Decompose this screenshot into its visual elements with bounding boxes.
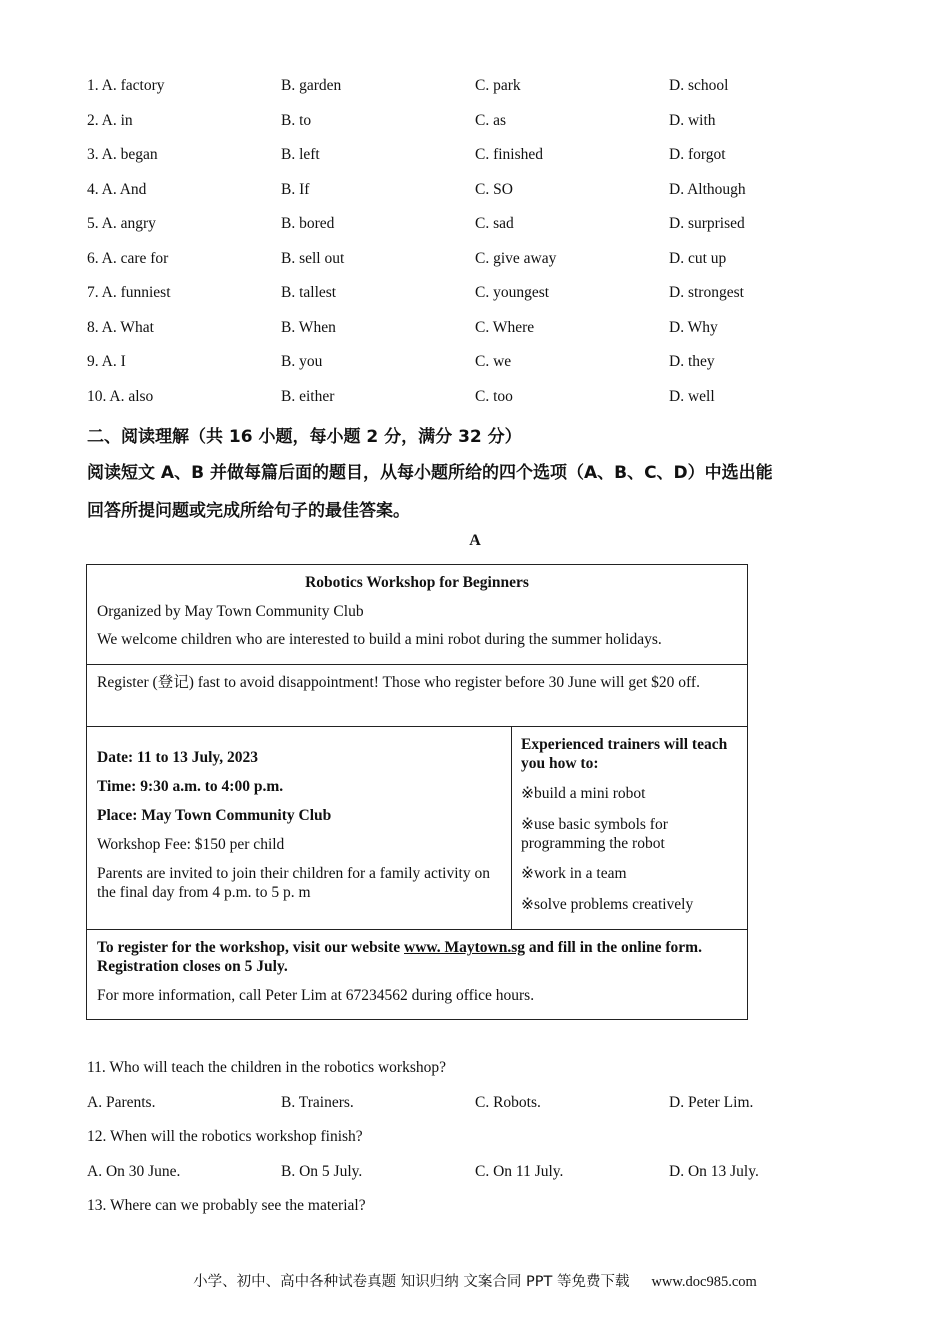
option-b: B. Trainers. xyxy=(281,1094,354,1111)
page-footer xyxy=(0,1270,950,1291)
passage-label: A xyxy=(469,532,481,549)
option-d: D. school xyxy=(669,77,729,94)
trainer-item: ※build a mini robot xyxy=(521,785,646,802)
option-b: B. garden xyxy=(281,77,342,94)
notice-header-box xyxy=(86,564,748,665)
option-c: C. give away xyxy=(475,250,557,267)
option-b: B. either xyxy=(281,388,335,405)
option-c: C. as xyxy=(475,112,506,129)
notice-register-box xyxy=(86,664,748,727)
option-c: C. On 11 July. xyxy=(475,1163,564,1180)
option-d: D. cut up xyxy=(669,250,727,267)
option-a: 3. A. began xyxy=(87,146,158,163)
trainer-item: ※solve problems creatively xyxy=(521,896,694,913)
registration-suffix: and fill in the online form. Registration closes on 5 July. xyxy=(97,939,702,975)
option-c: C. we xyxy=(475,353,512,370)
option-c: C. finished xyxy=(475,146,544,163)
option-a: 5. A. angry xyxy=(87,215,156,232)
option-b: B. On 5 July. xyxy=(281,1163,363,1180)
option-c: C. SO xyxy=(475,181,513,198)
choice-row-4 xyxy=(87,181,867,203)
option-c: C. youngest xyxy=(475,284,550,301)
option-d: D. well xyxy=(669,388,715,405)
option-b: B. to xyxy=(281,112,312,129)
question-12: 12. When will the robotics workshop finish? xyxy=(87,1128,363,1145)
notice-date: Date: 11 to 13 July, 2023 xyxy=(97,749,259,766)
option-d: D. surprised xyxy=(669,215,745,232)
registration-info xyxy=(97,938,737,976)
option-a: 10. A. also xyxy=(87,388,154,405)
notice-organizer: Organized by May Town Community Club xyxy=(97,603,364,620)
option-c: C. park xyxy=(475,77,521,94)
option-a: A. Parents. xyxy=(87,1094,156,1111)
option-c: C. too xyxy=(475,388,513,405)
option-b: B. bored xyxy=(281,215,335,232)
option-a: 6. A. care for xyxy=(87,250,169,267)
choice-row-8 xyxy=(87,319,867,341)
option-d: D. they xyxy=(669,353,715,370)
trainer-item: ※use basic symbols for programming the robot xyxy=(521,816,668,852)
notice-fee: Workshop Fee: $150 per child xyxy=(97,836,285,853)
notice-welcome: We welcome children who are interested to build a mini robot during the summer holidays. xyxy=(97,631,662,648)
registration-prefix: To register for the workshop, visit our website xyxy=(97,939,404,956)
notice-title: Robotics Workshop for Beginners xyxy=(305,574,529,591)
option-b: B. When xyxy=(281,319,336,336)
answer-row-12 xyxy=(87,1163,867,1185)
option-c: C. Robots. xyxy=(475,1094,541,1111)
option-b: B. left xyxy=(281,146,320,163)
trainer-item: ※work in a team xyxy=(521,865,627,882)
option-a: 8. A. What xyxy=(87,319,154,336)
option-d: D. with xyxy=(669,112,716,129)
trainers-heading: Experienced trainers will teach you how to: xyxy=(521,736,728,772)
option-c: C. Where xyxy=(475,319,535,336)
option-b: B. tallest xyxy=(281,284,337,301)
question-13: 13. Where can we probably see the material? xyxy=(87,1197,366,1214)
option-a: 4. A. And xyxy=(87,181,147,198)
notice-details-box xyxy=(86,726,748,930)
section-title: 二、阅读理解（共 16 小题，每小题 2 分，满分 32 分） xyxy=(87,427,522,447)
section-instruction: 阅读短文 A、B 并做每篇后面的题目，从每小题所给的四个选项（A、B、C、D）中选出能 xyxy=(87,463,773,483)
choice-row-5 xyxy=(87,215,867,237)
option-a: 7. A. funniest xyxy=(87,284,171,301)
notice-register: Register (登记) fast to avoid disappointment! Those who register before 30 June will get $20 off. xyxy=(97,674,700,691)
option-d: D. Why xyxy=(669,319,718,336)
option-b: B. If xyxy=(281,181,310,198)
option-d: D. strongest xyxy=(669,284,744,301)
option-b: B. you xyxy=(281,353,323,370)
notice-place: Place: May Town Community Club xyxy=(97,807,332,824)
website-link[interactable]: www. Maytown.sg xyxy=(404,939,525,956)
option-d: D. On 13 July. xyxy=(669,1163,759,1180)
option-a: A. On 30 June. xyxy=(87,1163,181,1180)
choice-row-10 xyxy=(87,388,867,410)
option-d: D. Peter Lim. xyxy=(669,1094,754,1111)
section-instruction-cont: 回答所提问题或完成所给句子的最佳答案。 xyxy=(87,501,410,521)
footer-text: 小学、初中、高中各种试卷真题 知识归纳 文案合同 PPT 等免费下载 xyxy=(193,1274,630,1290)
contact-info: For more information, call Peter Lim at 67234562 during office hours. xyxy=(97,987,535,1004)
notice-parents: Parents are invited to join their children for a family activity on the final day from 4 p.m. to 5 p. m xyxy=(97,865,490,901)
choice-row-1 xyxy=(87,77,867,99)
answer-row-11 xyxy=(87,1094,867,1116)
choice-row-6 xyxy=(87,250,867,272)
notice-time: Time: 9:30 a.m. to 4:00 p.m. xyxy=(97,778,284,795)
choice-row-7 xyxy=(87,284,867,306)
option-a: 1. A. factory xyxy=(87,77,165,94)
choice-row-3 xyxy=(87,146,867,168)
choice-row-2 xyxy=(87,112,867,134)
option-d: D. Although xyxy=(669,181,746,198)
notice-registration-box xyxy=(86,929,748,1020)
option-d: D. forgot xyxy=(669,146,726,163)
question-11: 11. Who will teach the children in the robotics workshop? xyxy=(87,1059,446,1076)
option-c: C. sad xyxy=(475,215,514,232)
choice-row-9 xyxy=(87,353,867,375)
option-a: 2. A. in xyxy=(87,112,133,129)
column-divider xyxy=(511,727,512,929)
option-b: B. sell out xyxy=(281,250,345,267)
option-a: 9. A. I xyxy=(87,353,126,370)
footer-site-link[interactable]: www.doc985.com xyxy=(651,1274,757,1290)
